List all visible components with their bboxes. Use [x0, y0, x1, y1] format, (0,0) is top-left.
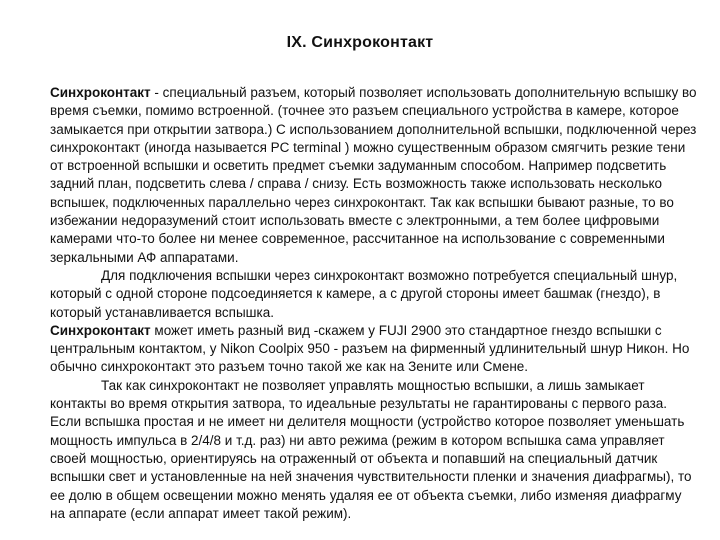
paragraph-text: - специальный разъем, который позволяет использовать дополнительную вспышку во время съемки, помимо встроенной. (точнее это разъем специального устройства в камере, которое замыкается при открытии затвора.) С использованием дополнительной вспышки, подключенной через синхроконтакт (иногда называется PC terminal ) можно существенным образом смягчить резкие тени от встроенной вспышки и осветить предмет съемки задуманным способом. Например подсветить задний план, подсветить слева / справа / снизу. Есть возможность также использовать несколько вспышек, подключенных параллельно через синхроконтакт. Так как вспышки бывают разные, то во избежании недоразумений стоит использовать вместе с электронными, а тем более цифровыми камерами что-то более ни менее современное, рассчитанное на использование с современными зеркальными АФ аппаратами. [50, 85, 697, 265]
term-synchrocontact: Синхроконтакт [50, 85, 151, 100]
paragraph-definition [50, 84, 698, 267]
paragraph-types [50, 322, 698, 377]
paragraph-text: может иметь разный вид -скажем у FUJI 2900 это стандартное гнездо вспышки с центральным контактом, у Nikon Coolpix 950 - разъем на фирменный удлинительный шнур Никон. Но обычно синхроконтакт это разъем точно такой же как на Зените или Смене. [50, 322, 690, 375]
paragraph-power [50, 377, 698, 523]
term-synchrocontact: Синхроконтакт [50, 322, 151, 338]
slide-title: IX. Синхроконтакт [286, 34, 434, 51]
paragraph-text: Для подключения вспышки через синхроконтакт возможно потребуется специальный шнур, который с одной стороне подсоединяется к камере, а с другой стороны имеет башмак (гнездо), в который устанавливается вспышка. [50, 267, 678, 320]
slide-body [50, 84, 698, 523]
paragraph-cable [50, 267, 698, 322]
paragraph-text: Так как синхроконтакт не позволяет управлять мощностью вспышки, а лишь замыкает контакты во время открытия затвора, то идеальные результаты не гарантированы с первого раза. Если вспышка простая и не имеет ни делителя мощности (устройство которое позволяет уменьшать мощность импульса в 2/4/8 и т.д. раз) ни авто режима (режим в котором вспышка сама управляет своей мощностью, ориентируясь на отраженный от объекта и попавший на специальный датчик вспышки свет и установленные на ней значения чувствительности пленки и значения диафрагмы), то ее долю в общем освещении можно менять удаляя ее от объекта съемки, либо изменяя диафрагму на аппарате (если аппарат имеет такой режим). [50, 377, 692, 521]
